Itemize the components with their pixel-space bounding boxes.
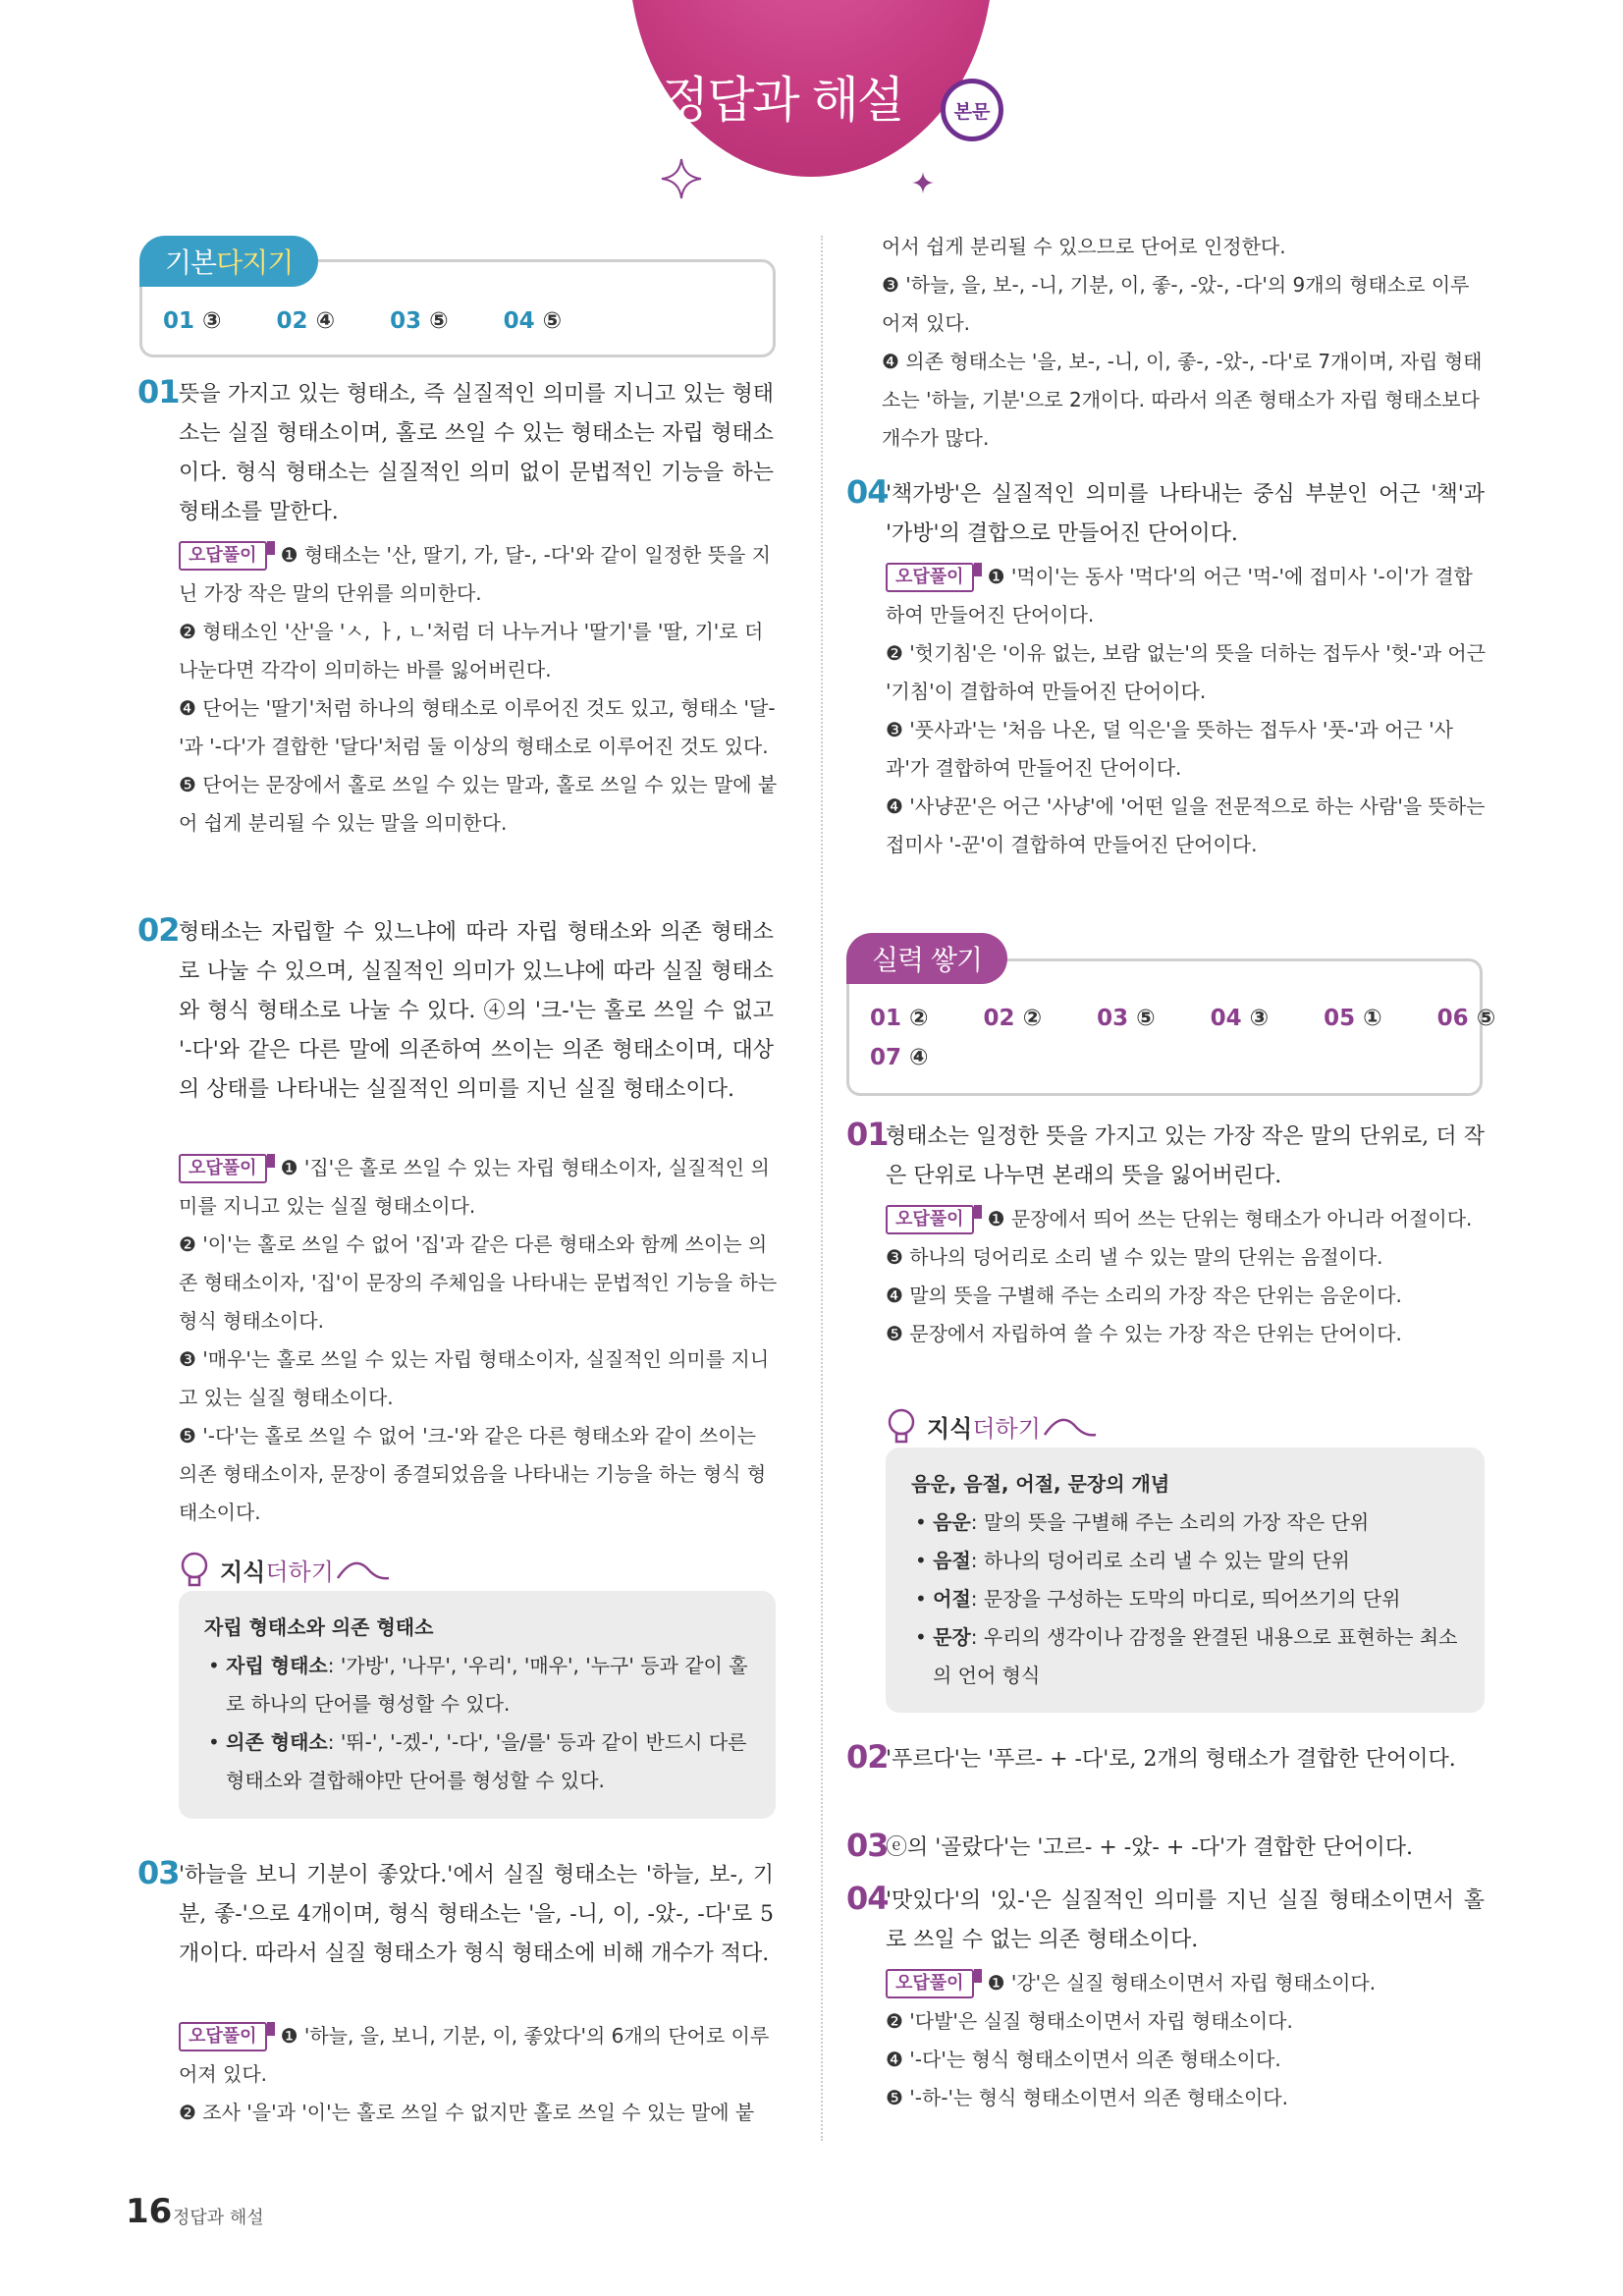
page-title: 정답과 해설 xyxy=(661,72,903,129)
curve-decoration-icon xyxy=(1041,1411,1100,1441)
knowledge-label: 지식 xyxy=(927,1414,973,1443)
answer-item: 02 ② xyxy=(983,1006,1043,1031)
skill-answers-row2 xyxy=(870,1045,976,1070)
tab-label: 실력 쌓기 xyxy=(872,944,983,976)
note-line: ❹ 단어는 '딸기'처럼 하나의 형태소로 이루어진 것도 있고, 형태소 '달-'과 '-다'가 결합한 '달다'처럼 둘 이상의 형태소로 이루어진 것도 있다. xyxy=(179,696,776,758)
note-line: ❶ 형태소는 '산, 딸기, 가, 달-, -다'와 같이 일정한 뜻을 지닌 가장 작은 말의 단위를 의미한다. xyxy=(179,543,772,605)
question-number: 03 xyxy=(846,1827,889,1864)
explanation-text: 뜻을 가지고 있는 형태소, 즉 실질적인 의미를 지니고 있는 형태소는 실질 형태소이며, 홀로 쓰일 수 있는 형태소는 자립 형태소이다. 형식 형태소는 실질적인 의미 없이 문법적인 기능을 하는 형태소를 말한다. xyxy=(179,382,774,524)
note-line: ❺ '-하-'는 형식 형태소이면서 의존 형태소이다. xyxy=(886,2086,1288,2109)
skill-section-tab xyxy=(846,933,1007,984)
note-line: ❹ '-다'는 형식 형태소이면서 의존 형태소이다. xyxy=(886,2048,1281,2071)
wrong-answer-notes xyxy=(179,2017,778,2132)
answer-item: 03 ⑤ xyxy=(1097,1006,1156,1031)
tab-label-highlight: 다지기 xyxy=(216,246,294,279)
answer-item: 03 ⑤ xyxy=(390,308,449,334)
note-line: ❸ 하나의 덩어리로 소리 낼 수 있는 말의 단위는 음절이다. xyxy=(886,1245,1383,1269)
question-number: 01 xyxy=(137,373,180,410)
answer-item: 04 ③ xyxy=(1210,1006,1270,1031)
sparkle-icon xyxy=(660,157,703,200)
question-number: 04 xyxy=(846,1880,889,1917)
answer-item: 02 ④ xyxy=(276,308,336,334)
wrong-answer-notes xyxy=(886,558,1487,864)
knowledge-box xyxy=(179,1591,776,1819)
knowledge-item: • 의존 형태소: '뛰-', '-겠-', '-다', '을/를' 등과 같이 반드시 다른 형태소와 결합해야만 단어를 형성할 수 있다. xyxy=(208,1730,747,1792)
wrong-answer-tag: 오답풀이 xyxy=(179,1154,267,1183)
note-line: ❺ '-다'는 홀로 쓰일 수 없어 '크-'와 같은 다른 형태소와 같이 쓰이는 의존 형태소이자, 문장이 종결되었음을 나타내는 기능을 하는 형식 형태소이다. xyxy=(179,1424,767,1524)
knowledge-item: • 어절: 문장을 구성하는 도막의 마디로, 띄어쓰기의 단위 xyxy=(915,1587,1401,1611)
question-number: 03 xyxy=(137,1854,180,1891)
knowledge-item: • 문장: 우리의 생각이나 감정을 완결된 내용으로 표현하는 최소의 언어 형식 xyxy=(915,1625,1458,1687)
note-line: ❸ '매우'는 홀로 쓰일 수 있는 자립 형태소이자, 실질적인 의미를 지니고 있는 실질 형태소이다. xyxy=(179,1347,770,1409)
question-number: 02 xyxy=(846,1738,889,1776)
tab-label: 기본 xyxy=(165,246,217,279)
question-number: 01 xyxy=(846,1116,889,1153)
explanation-text: '푸르다'는 '푸르- + -다'로, 2개의 형태소가 결합한 단어이다. xyxy=(886,1747,1456,1772)
wrong-answer-tag: 오답풀이 xyxy=(179,2022,267,2051)
sparkle-small-icon xyxy=(911,171,935,194)
page-number: 16 xyxy=(126,2192,173,2231)
answer-item: 07 ④ xyxy=(870,1045,929,1070)
answer-item: 06 ⑤ xyxy=(1436,1006,1496,1031)
answer-item: 01 ② xyxy=(870,1006,929,1031)
wrong-answer-notes xyxy=(886,1964,1487,2117)
knowledge-item: • 음운: 말의 뜻을 구별해 주는 소리의 가장 작은 단위 xyxy=(915,1510,1370,1534)
wrong-answer-notes xyxy=(179,1149,778,1532)
knowledge-label-highlight: 더하기 xyxy=(972,1414,1041,1443)
knowledge-label: 지식 xyxy=(220,1558,266,1586)
question-number: 02 xyxy=(137,911,180,949)
explanation-text: '하늘을 보니 기분이 좋았다.'에서 실질 형태소는 '하늘, 보-, 기분, 좋-'으로 4개이며, 형식 형태소는 '을, -니, 이, -았-, -다'로 5개이다. 따라서 실질 형태소가 형식 형태소에 비해 개수가 적다. xyxy=(179,1863,774,1966)
explanation-text: '맛있다'의 '있-'은 실질적인 의미를 지닌 실질 형태소이면서 홀로 쓰일 수 없는 의존 형태소이다. xyxy=(886,1888,1485,1952)
basic-answers xyxy=(163,308,609,334)
note-line: ❹ '사냥꾼'은 어근 '사냥'에 '어떤 일을 전문적으로 하는 사람'을 뜻하는 접미사 '-꾼'이 결합하여 만들어진 단어이다. xyxy=(886,794,1486,856)
note-line: ❶ '집'은 홀로 쓰일 수 있는 자립 형태소이자, 실질적인 의미를 지니고 있는 실질 형태소이다. xyxy=(179,1156,770,1218)
knowledge-header xyxy=(179,1550,393,1589)
lightbulb-icon xyxy=(886,1406,921,1446)
note-line: ❺ 단어는 문장에서 홀로 쓰일 수 있는 말과, 홀로 쓰일 수 있는 말에 붙어 쉽게 분리될 수 있는 말을 의미한다. xyxy=(179,773,778,835)
explanation-text: 형태소는 자립할 수 있느냐에 따라 자립 형태소와 의존 형태소로 나눌 수 있으며, 실질적인 의미가 있느냐에 따라 실질 형태소와 형식 형태소로 나눌 수 있다. ④의 '크-'는 홀로 쓰일 수 없고 '-다'와 같은 다른 말에 의존하여 쓰이는 의존 형태소이며, 대상의 상태를 나타내는 실질적인 의미를 지닌 실질 형태소이다. xyxy=(179,920,774,1102)
note-line: ❶ '하늘, 을, 보니, 기분, 이, 좋았다'의 6개의 단어로 이루어져 있다. xyxy=(179,2024,770,2086)
explanation-text: ⓔ의 '골랐다'는 '고르- + -았- + -다'가 결합한 단어이다. xyxy=(886,1835,1414,1860)
wrong-answer-tag: 오답풀이 xyxy=(886,563,974,592)
note-line: ❹ 의존 형태소는 '을, 보-, -니, 이, 좋-, -았-, -다'로 7개이며, 자립 형태소는 '하늘, 기분'으로 2개이다. 따라서 의존 형태소가 자립 형태소보다 개수가 많다. xyxy=(882,350,1483,450)
knowledge-header xyxy=(886,1406,1100,1446)
note-line: ❺ 문장에서 자립하여 쓸 수 있는 가장 작은 단위는 단어이다. xyxy=(886,1322,1402,1345)
note-line: ❸ '풋사과'는 '처음 나온, 덜 익은'을 뜻하는 접두사 '풋-'과 어근 '사과'가 결합하여 만들어진 단어이다. xyxy=(886,718,1453,780)
knowledge-title: 음운, 음절, 어절, 문장의 개념 xyxy=(911,1472,1170,1496)
note-line: 어서 쉽게 분리될 수 있으므로 단어로 인정한다. xyxy=(882,235,1286,258)
question-number: 04 xyxy=(846,473,889,511)
note-line: ❷ 조사 '을'과 '이'는 홀로 쓰일 수 없지만 홀로 쓰일 수 있는 말에 붙 xyxy=(179,2101,755,2124)
answer-item: 05 ① xyxy=(1324,1006,1382,1031)
note-line: ❷ '다발'은 실질 형태소이면서 자립 형태소이다. xyxy=(886,2009,1293,2033)
lightbulb-icon xyxy=(179,1550,214,1589)
knowledge-box xyxy=(886,1448,1485,1713)
note-line: ❶ '강'은 실질 형태소이면서 자립 형태소이다. xyxy=(987,1971,1377,1995)
note-line: ❷ '이'는 홀로 쓰일 수 없어 '집'과 같은 다른 형태소와 함께 쓰이는 의존 형태소이자, '집'이 문장의 주체임을 나타내는 문법적인 기능을 하는 형식 형태소이다. xyxy=(179,1232,778,1333)
knowledge-item: • 자립 형태소: '가방', '나무', '우리', '매우', '누구' 등과 같이 홀로 하나의 단어를 형성할 수 있다. xyxy=(208,1654,748,1716)
wrong-answer-notes xyxy=(886,1200,1487,1353)
basic-section-tab xyxy=(139,236,318,287)
answer-item: 01 ③ xyxy=(163,308,222,334)
note-line: ❶ 문장에서 띄어 쓰는 단위는 형태소가 아니라 어절이다. xyxy=(987,1207,1473,1230)
footer-label: 정답과 해설 xyxy=(173,2208,264,2228)
continued-notes xyxy=(882,228,1485,458)
note-line: ❷ '헛기침'은 '이유 없는, 보람 없는'의 뜻을 더하는 접두사 '헛-'과 어근 '기침'이 결합하여 만들어진 단어이다. xyxy=(886,641,1487,703)
curve-decoration-icon xyxy=(334,1555,393,1584)
knowledge-item: • 음절: 하나의 덩어리로 소리 낼 수 있는 말의 단위 xyxy=(915,1549,1350,1572)
wrong-answer-tag: 오답풀이 xyxy=(179,541,267,571)
note-line: ❶ '먹이'는 동사 '먹다'의 어근 '먹-'에 접미사 '-이'가 결합하여 만들어진 단어이다. xyxy=(886,565,1473,627)
wrong-answer-tag: 오답풀이 xyxy=(886,1205,974,1234)
note-line: ❷ 형태소인 '산'을 'ㅅ, ㅏ, ㄴ'처럼 더 나누거나 '딸기'를 '딸, 기'로 더 나눈다면 각각이 의미하는 바를 잃어버린다. xyxy=(179,620,764,682)
answer-item: 04 ⑤ xyxy=(503,308,563,334)
wrong-answer-tag: 오답풀이 xyxy=(886,1969,974,1998)
knowledge-title: 자립 형태소와 의존 형태소 xyxy=(204,1615,434,1639)
skill-answers xyxy=(870,1006,1542,1031)
section-badge: 본문 xyxy=(941,79,1003,141)
column-divider xyxy=(821,236,823,2141)
wrong-answer-notes xyxy=(179,536,778,843)
knowledge-label-highlight: 더하기 xyxy=(265,1558,334,1586)
note-line: ❹ 말의 뜻을 구별해 주는 소리의 가장 작은 단위는 음운이다. xyxy=(886,1284,1402,1307)
explanation-text: '책가방'은 실질적인 의미를 나타내는 중심 부분인 어근 '책'과 '가방'의 결합으로 만들어진 단어이다. xyxy=(886,482,1485,546)
explanation-text: 형태소는 일정한 뜻을 가지고 있는 가장 작은 말의 단위로, 더 작은 단위로 나누면 본래의 뜻을 잃어버린다. xyxy=(886,1124,1485,1188)
note-line: ❸ '하늘, 을, 보-, -니, 기분, 이, 좋-, -았-, -다'의 9개의 형태소로 이루어져 있다. xyxy=(882,273,1470,335)
